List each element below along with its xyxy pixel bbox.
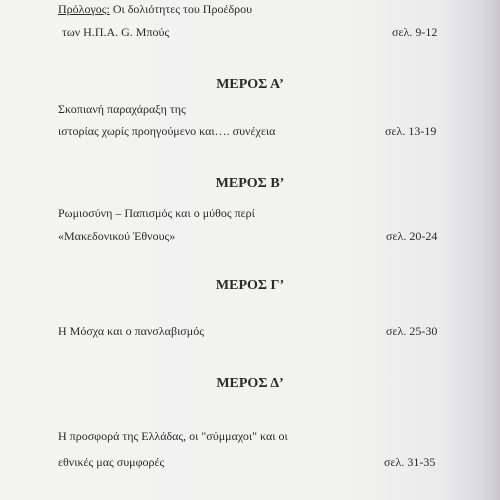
part-d-heading: ΜΕΡΟΣ Δ’ [216, 376, 284, 391]
part-d-line-1: Η προσφορά της Ελλάδας, οι "σύμμαχοι" και οι [58, 429, 288, 443]
part-d-page-ref: σελ. 31-35 [384, 455, 436, 469]
part-b-line-1: Ρωμιοσύνη – Παπισμός και ο μύθος περί [58, 206, 255, 220]
part-c-page-ref: σελ. 25-30 [386, 324, 438, 338]
part-b-page-ref: σελ. 20-24 [386, 229, 438, 243]
prologue-title-part-1: Οι δολιότητες του Προέδρου [109, 2, 253, 16]
part-b-heading: ΜΕΡΟΣ Β’ [215, 176, 285, 191]
part-a-line-2: ιστορίας χωρίς προηγούμενο και…. συνέχεια [58, 124, 276, 138]
prologue-line-2: των Η.Π.Α. G. Μπούς [62, 25, 170, 39]
part-a-page-ref: σελ. 13-19 [385, 124, 437, 138]
prologue-label: Πρόλογος: [58, 2, 110, 16]
part-c-heading: ΜΕΡΟΣ Γ’ [215, 278, 285, 293]
part-a-heading: ΜΕΡΟΣ Α’ [216, 77, 284, 92]
part-d-line-2: εθνικές μας συμφορές [58, 455, 165, 469]
part-a-line-1: Σκοπιανή παραχάραξη της [58, 102, 186, 116]
part-b-line-2: «Μακεδονικού Έθνους» [58, 229, 176, 243]
prologue-page-ref: σελ. 9-12 [392, 25, 438, 39]
part-c-line-1: Η Μόσχα και ο πανσλαβισμός [58, 324, 204, 338]
prologue-line-1 [58, 2, 252, 17]
